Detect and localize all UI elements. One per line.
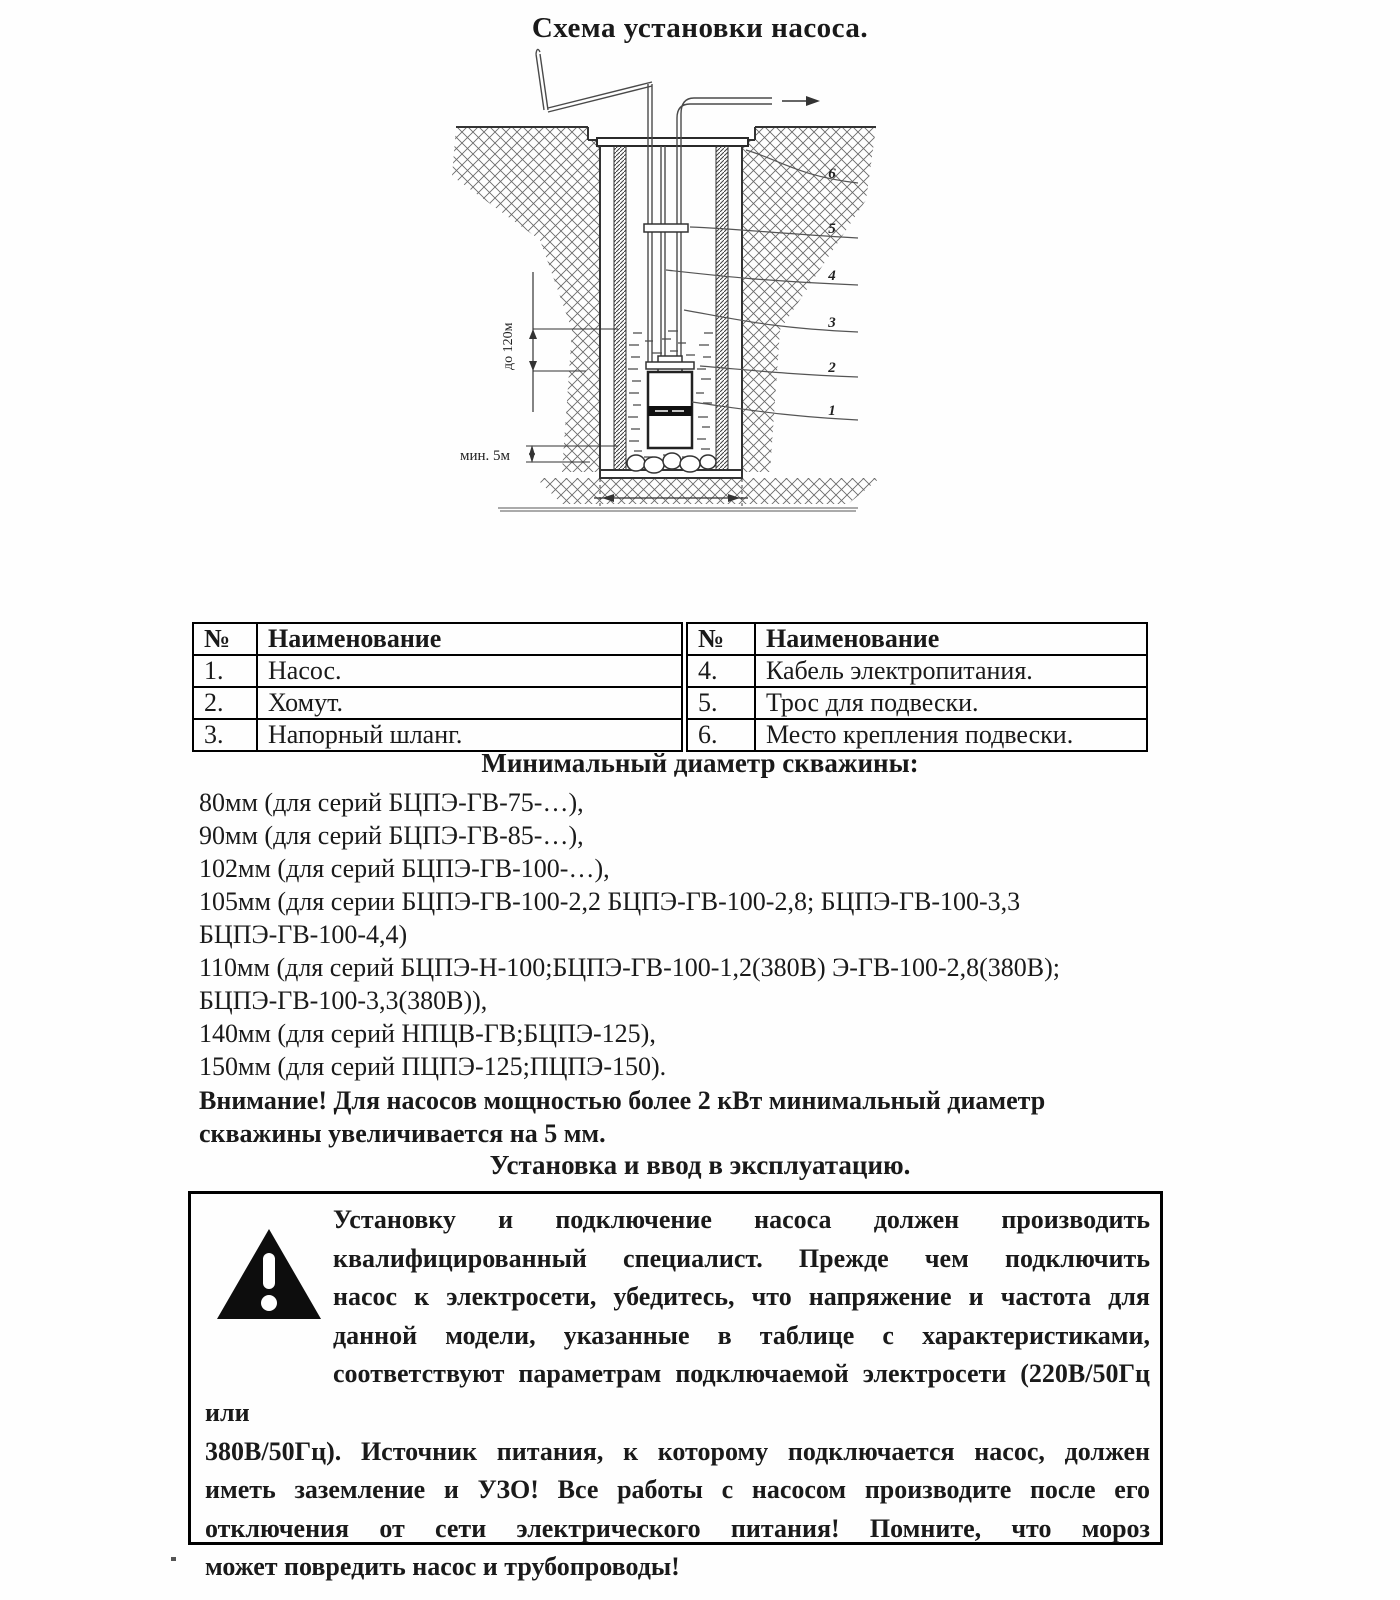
list-line: 140мм (для серий НПЦВ-ГВ;БЦПЭ-125), [199,1019,656,1048]
list-line: 150мм (для серий ПЦПЭ-125;ПЦПЭ-150). [199,1052,667,1081]
pump-installation-diagram [430,40,890,525]
warning-text-line: соответствуют параметрам подключаемой электросети (220В/50Гц или [205,1359,1150,1427]
parts-table-right [686,622,1148,752]
part-name: Место крепления подвески. [755,719,1147,751]
col-header-name: Наименование [755,623,1147,655]
warning-text-line: иметь заземление и УЗО! Все работы с насосом производите после его [205,1475,1150,1505]
warning-text-line: квалифицированный специалист. Прежде чем подключить [333,1243,1150,1273]
warning-text-line: может повредить насос и трубопроводы! [205,1552,680,1582]
part-number: 3. [193,719,257,751]
table-row [193,655,682,687]
attention-line: Внимание! Для насосов мощностью более 2 кВт минимальный диаметр [199,1086,1046,1115]
list-line: БЦПЭ-ГВ-100-3,3(380В)), [199,986,488,1015]
callout-label: 4 [828,268,836,284]
list-line: 90мм (для серий БЦПЭ-ГВ-85-…), [199,821,584,850]
callout-label: 2 [828,360,836,376]
part-name: Хомут. [257,687,682,719]
part-number: 2. [193,687,257,719]
min-distance-label: мин. 5м [460,448,511,464]
attention-note [199,1084,1115,1150]
parts-table-left [192,622,683,752]
table-row [687,719,1147,751]
part-name: Кабель электропитания. [755,655,1147,687]
warning-triangle-icon [205,1201,333,1357]
list-line: БЦПЭ-ГВ-100-4,4) [199,920,408,949]
page-title: Схема установки насоса. [531,12,869,44]
col-header-name: Наименование [257,623,682,655]
table-row [687,687,1147,719]
col-header-number: № [687,623,755,655]
table-header-row [687,623,1147,655]
flow-arrow-icon [782,96,820,106]
table-row [193,719,682,751]
col-header-number: № [193,623,257,655]
part-name: Трос для подвески. [755,687,1147,719]
warning-box [188,1191,1163,1582]
warning-text-line: отключения от сети электрического питания! Помните, что мороз [205,1513,1150,1543]
part-number: 4. [687,655,755,687]
list-line: 102мм (для серий БЦПЭ-ГВ-100-…), [199,854,610,883]
callout-label: 1 [828,403,836,419]
hose-clamp [646,362,694,369]
warning-text-line: данной модели, указанные в таблице с характеристиками, [333,1320,1150,1350]
well-cap-plate [597,138,748,146]
table-row [687,655,1147,687]
parts-legend [192,622,1148,752]
attention-line: скважины увеличивается на 5 мм. [199,1119,606,1148]
part-number: 6. [687,719,755,751]
warning-text-line: 380В/50Гц). Источник питания, к которому подключается насос, должен [205,1436,1150,1466]
table-row [193,687,682,719]
rope-coupling [644,224,688,232]
callout-label: 6 [828,166,836,182]
callout-label: 5 [828,221,836,237]
min-diameter-list [199,786,1060,1083]
callout-label: 3 [828,315,836,331]
section-heading: Установка и ввод в эксплуатацию. [489,1150,911,1180]
warning-text-line: насос к электросети, убедитесь, что напряжение и частота для [333,1282,1150,1312]
part-number: 5. [687,687,755,719]
pump-body [648,372,692,448]
table-header-row [193,623,682,655]
part-name: Насос. [257,655,682,687]
min-diameter-heading: Минимальный диаметр скважины: [481,748,919,778]
warning-text-line: Установку и подключение насоса должен производить [333,1205,1150,1234]
list-line: 110мм (для серий БЦПЭ-Н-100;БЦПЭ-ГВ-100-1,2(380В) Э-ГВ-100-2,8(380В); [199,953,1060,982]
list-line: 80мм (для серий БЦПЭ-ГВ-75-…), [199,788,584,817]
part-name: Напорный шланг. [257,719,682,751]
list-line: 105мм (для серии БЦПЭ-ГВ-100-2,2 БЦПЭ-ГВ-100-2,8; БЦПЭ-ГВ-100-3,3 [199,887,1021,916]
scan-artifact-dot [171,1557,176,1561]
part-number: 1. [193,655,257,687]
depth-dimension-label: до 120м [501,322,516,370]
